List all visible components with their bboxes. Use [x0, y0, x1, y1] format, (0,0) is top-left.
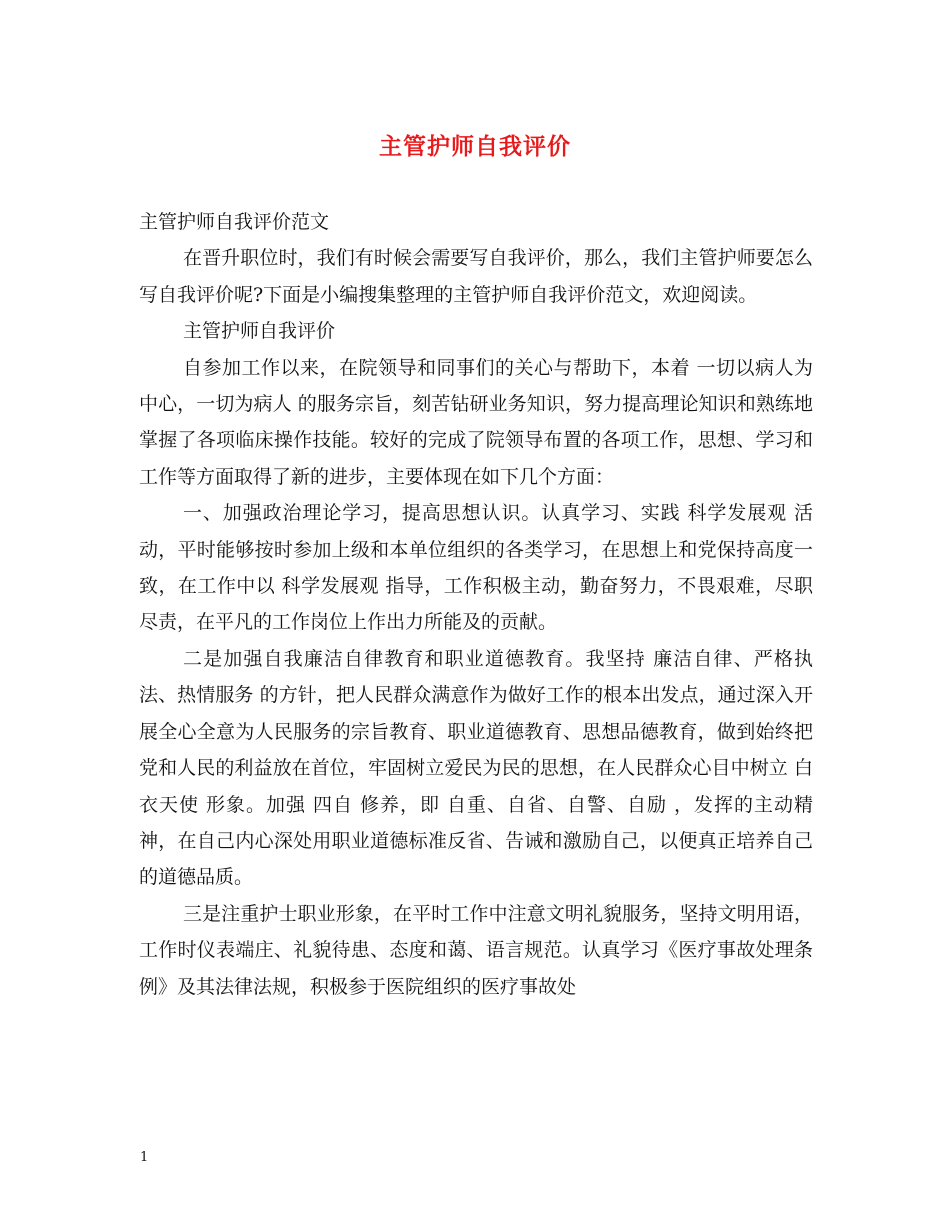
body-paragraph: 自参加工作以来，在院领导和同事们的关心与帮助下，本着 一切以病人为中心，一切为病人 的服务宗旨，刻苦钻研业务知识，努力提高理论知识和熟练地掌握了各项临床操作技能。较好的完成了院领导布置的各项工作，思想、学习和工作等方面取得了新的进步，主要体现在如下几个方面：: [139, 356, 813, 488]
body-paragraph: 二是加强自我廉洁自律教育和职业道德教育。我坚持 廉洁自律、严格执法、热情服务 的方针，把人民群众满意作为做好工作的根本出发点，通过深入开展全心全意为人民服务的宗旨教育、职业道德教育、思想品德教育，做到始终把党和人民的利益放在首位，牢固树立爱民为民的思想，在人民群众心目中树立 白衣天使 形象。加强 四自 修养，即 自重、自省、自警、自励 ，发挥的主动精神，在自己内心深处用职业道德标准反省、告诫和激励自己，以便真正培养自己的道德品质。: [139, 647, 813, 889]
page-number: 1: [140, 1150, 149, 1165]
intro-paragraph: 在晋升职位时，我们有时候会需要写自我评价，那么，我们主管护师要怎么写自我评价呢?下面是小编搜集整理的主管护师自我评价范文，欢迎阅读。: [139, 247, 813, 306]
body-paragraph: 一、加强政治理论学习，提高思想认识。认真学习、实践 科学发展观 活动，平时能够按时参加上级和本单位组织的各类学习，在思想上和党保持高度一致，在工作中以 科学发展观 指导，工作积极主动，勤奋努力，不畏艰难，尽职尽责，在平凡的工作岗位上作出力所能及的贡献。: [139, 502, 813, 634]
subtitle-paragraph: 主管护师自我评价范文: [139, 211, 330, 233]
document-body: [139, 204, 813, 1005]
body-paragraph: 三是注重护士职业形象，在平时工作中注意文明礼貌服务，坚持文明用语，工作时仪表端庄、礼貌待患、态度和蔼、语言规范。认真学习《医疗事故处理条例》及其法律法规，积极参于医院组织的医疗事故处: [139, 902, 813, 998]
document-title: 主管护师自我评价: [379, 133, 571, 160]
section-heading: 主管护师自我评价: [183, 320, 336, 343]
